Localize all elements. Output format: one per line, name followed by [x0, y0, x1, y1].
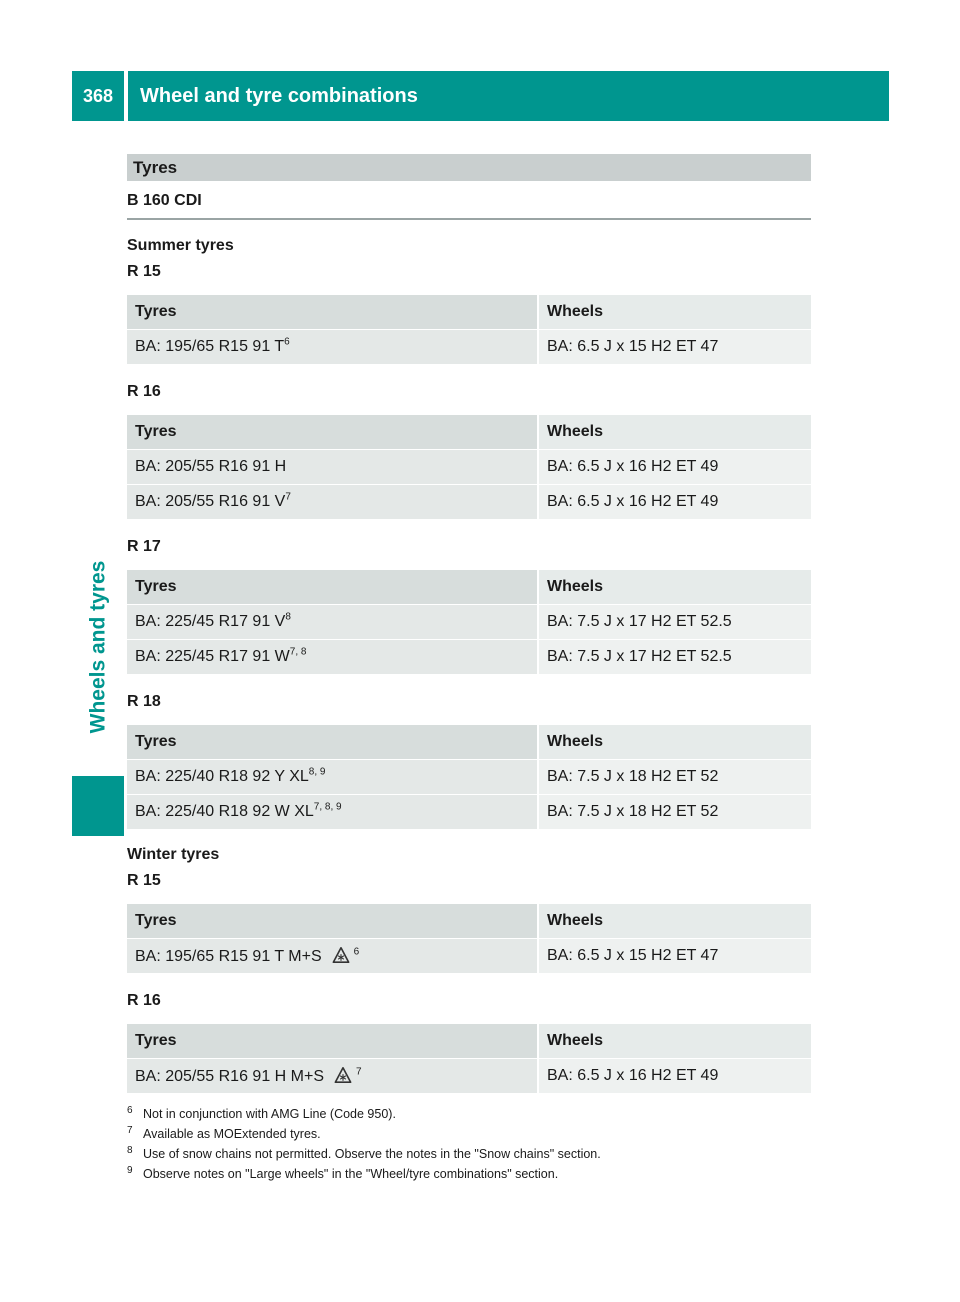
table-header-row	[127, 415, 811, 450]
footnote-text: Use of snow chains not permitted. Observe the notes in the "Snow chains" section.	[143, 1147, 601, 1161]
tyre-spec: BA: 225/45 R17 91 V	[135, 613, 286, 630]
model-name: B 160 CDI	[127, 192, 811, 220]
footnote-ref: 7, 8, 9	[313, 801, 342, 813]
tyre-table	[127, 1024, 811, 1093]
column-header-wheels: Wheels	[538, 570, 811, 605]
tyre-cell	[127, 939, 538, 974]
page-title: Wheel and tyre combinations	[128, 71, 889, 121]
snowflake-mountain-icon	[334, 1066, 352, 1084]
footnote-ref: 8	[285, 611, 291, 623]
winter-tyres-heading: Winter tyres	[127, 846, 220, 863]
side-tab-label: Wheels and tyres	[86, 560, 110, 734]
footnote-number: 8	[127, 1145, 133, 1156]
tyre-spec: BA: 205/55 R16 91 V	[135, 493, 286, 510]
footnote-ref: 8, 9	[308, 766, 326, 778]
footnote	[127, 1124, 827, 1144]
tyre-spec: BA: 195/65 R15 91 T	[135, 338, 285, 355]
size-heading: R 15	[127, 263, 161, 280]
footnote-number: 7	[127, 1125, 133, 1136]
size-heading: R 16	[127, 383, 161, 400]
size-heading: R 18	[127, 693, 161, 710]
table-header-row	[127, 570, 811, 605]
column-header-wheels: Wheels	[538, 904, 811, 939]
side-tab	[70, 522, 126, 772]
column-header-tyres: Tyres	[127, 570, 538, 605]
table-row	[127, 450, 811, 485]
wheel-cell: BA: 6.5 J x 15 H2 ET 47	[538, 939, 811, 974]
size-heading: R 16	[127, 992, 161, 1009]
footnote	[127, 1144, 827, 1164]
table-header-row	[127, 904, 811, 939]
wheel-cell: BA: 7.5 J x 17 H2 ET 52.5	[538, 605, 811, 640]
table-row	[127, 605, 811, 640]
table-row	[127, 485, 811, 520]
tyre-table	[127, 904, 811, 973]
wheel-cell: BA: 7.5 J x 17 H2 ET 52.5	[538, 640, 811, 675]
column-header-tyres: Tyres	[127, 904, 538, 939]
footnote-text: Observe notes on "Large wheels" in the "Wheel/tyre combinations" section.	[143, 1167, 559, 1181]
tyre-cell	[127, 330, 538, 365]
wheel-cell: BA: 6.5 J x 16 H2 ET 49	[538, 1059, 811, 1094]
footnote-ref: 6	[353, 946, 360, 958]
column-header-tyres: Tyres	[127, 295, 538, 330]
wheel-cell: BA: 6.5 J x 16 H2 ET 49	[538, 485, 811, 520]
column-header-wheels: Wheels	[538, 725, 811, 760]
footnote-number: 6	[127, 1105, 133, 1116]
footnote-ref: 7, 8	[289, 646, 307, 658]
footnote-ref: 7	[356, 1066, 362, 1078]
column-header-tyres: Tyres	[127, 1024, 538, 1059]
tyre-cell	[127, 1059, 538, 1094]
tyre-cell	[127, 450, 538, 485]
table-row	[127, 795, 811, 830]
tyre-cell	[127, 760, 538, 795]
footnote	[127, 1164, 827, 1184]
section-title: Tyres	[127, 154, 811, 181]
column-header-wheels: Wheels	[538, 1024, 811, 1059]
table-row	[127, 330, 811, 365]
tyre-spec: BA: 195/65 R15 91 T M+S	[135, 948, 322, 965]
column-header-tyres: Tyres	[127, 415, 538, 450]
tyre-spec: BA: 225/45 R17 91 W	[135, 648, 290, 665]
footnote-text: Not in conjunction with AMG Line (Code 950).	[143, 1107, 396, 1121]
footnote	[127, 1104, 827, 1124]
column-header-tyres: Tyres	[127, 725, 538, 760]
tyre-spec: BA: 225/40 R18 92 W XL	[135, 803, 314, 820]
table-row	[127, 640, 811, 675]
size-heading: R 15	[127, 872, 161, 889]
tyre-table	[127, 570, 811, 674]
wheel-cell: BA: 7.5 J x 18 H2 ET 52	[538, 760, 811, 795]
table-row	[127, 760, 811, 795]
column-header-wheels: Wheels	[538, 415, 811, 450]
page-number: 368	[72, 71, 124, 121]
tyre-cell	[127, 605, 538, 640]
tyre-spec: BA: 205/55 R16 91 H M+S	[135, 1068, 324, 1085]
side-tab-marker	[72, 776, 124, 836]
summer-tyres-heading: Summer tyres	[127, 237, 234, 254]
column-header-wheels: Wheels	[538, 295, 811, 330]
tyre-cell	[127, 485, 538, 520]
main-content	[127, 154, 811, 1093]
wheel-cell: BA: 7.5 J x 18 H2 ET 52	[538, 795, 811, 830]
wheel-cell: BA: 6.5 J x 16 H2 ET 49	[538, 450, 811, 485]
footnote-number: 9	[127, 1165, 133, 1176]
table-row	[127, 1059, 811, 1094]
tyre-table	[127, 295, 811, 364]
size-heading: R 17	[127, 538, 161, 555]
table-header-row	[127, 725, 811, 760]
tyre-spec: BA: 205/55 R16 91 H	[135, 458, 287, 475]
footnotes	[127, 1104, 827, 1184]
table-header-row	[127, 1024, 811, 1059]
footnote-text: Available as MOExtended tyres.	[143, 1127, 321, 1141]
tyre-cell	[127, 640, 538, 675]
tyre-table	[127, 725, 811, 829]
wheel-cell: BA: 6.5 J x 15 H2 ET 47	[538, 330, 811, 365]
footnote-ref: 7	[285, 491, 291, 503]
footnote-ref: 6	[284, 336, 290, 348]
tyre-cell	[127, 795, 538, 830]
table-row	[127, 939, 811, 974]
tyre-spec: BA: 225/40 R18 92 Y XL	[135, 768, 309, 785]
table-header-row	[127, 295, 811, 330]
snowflake-mountain-icon	[332, 946, 350, 964]
tyre-table	[127, 415, 811, 519]
